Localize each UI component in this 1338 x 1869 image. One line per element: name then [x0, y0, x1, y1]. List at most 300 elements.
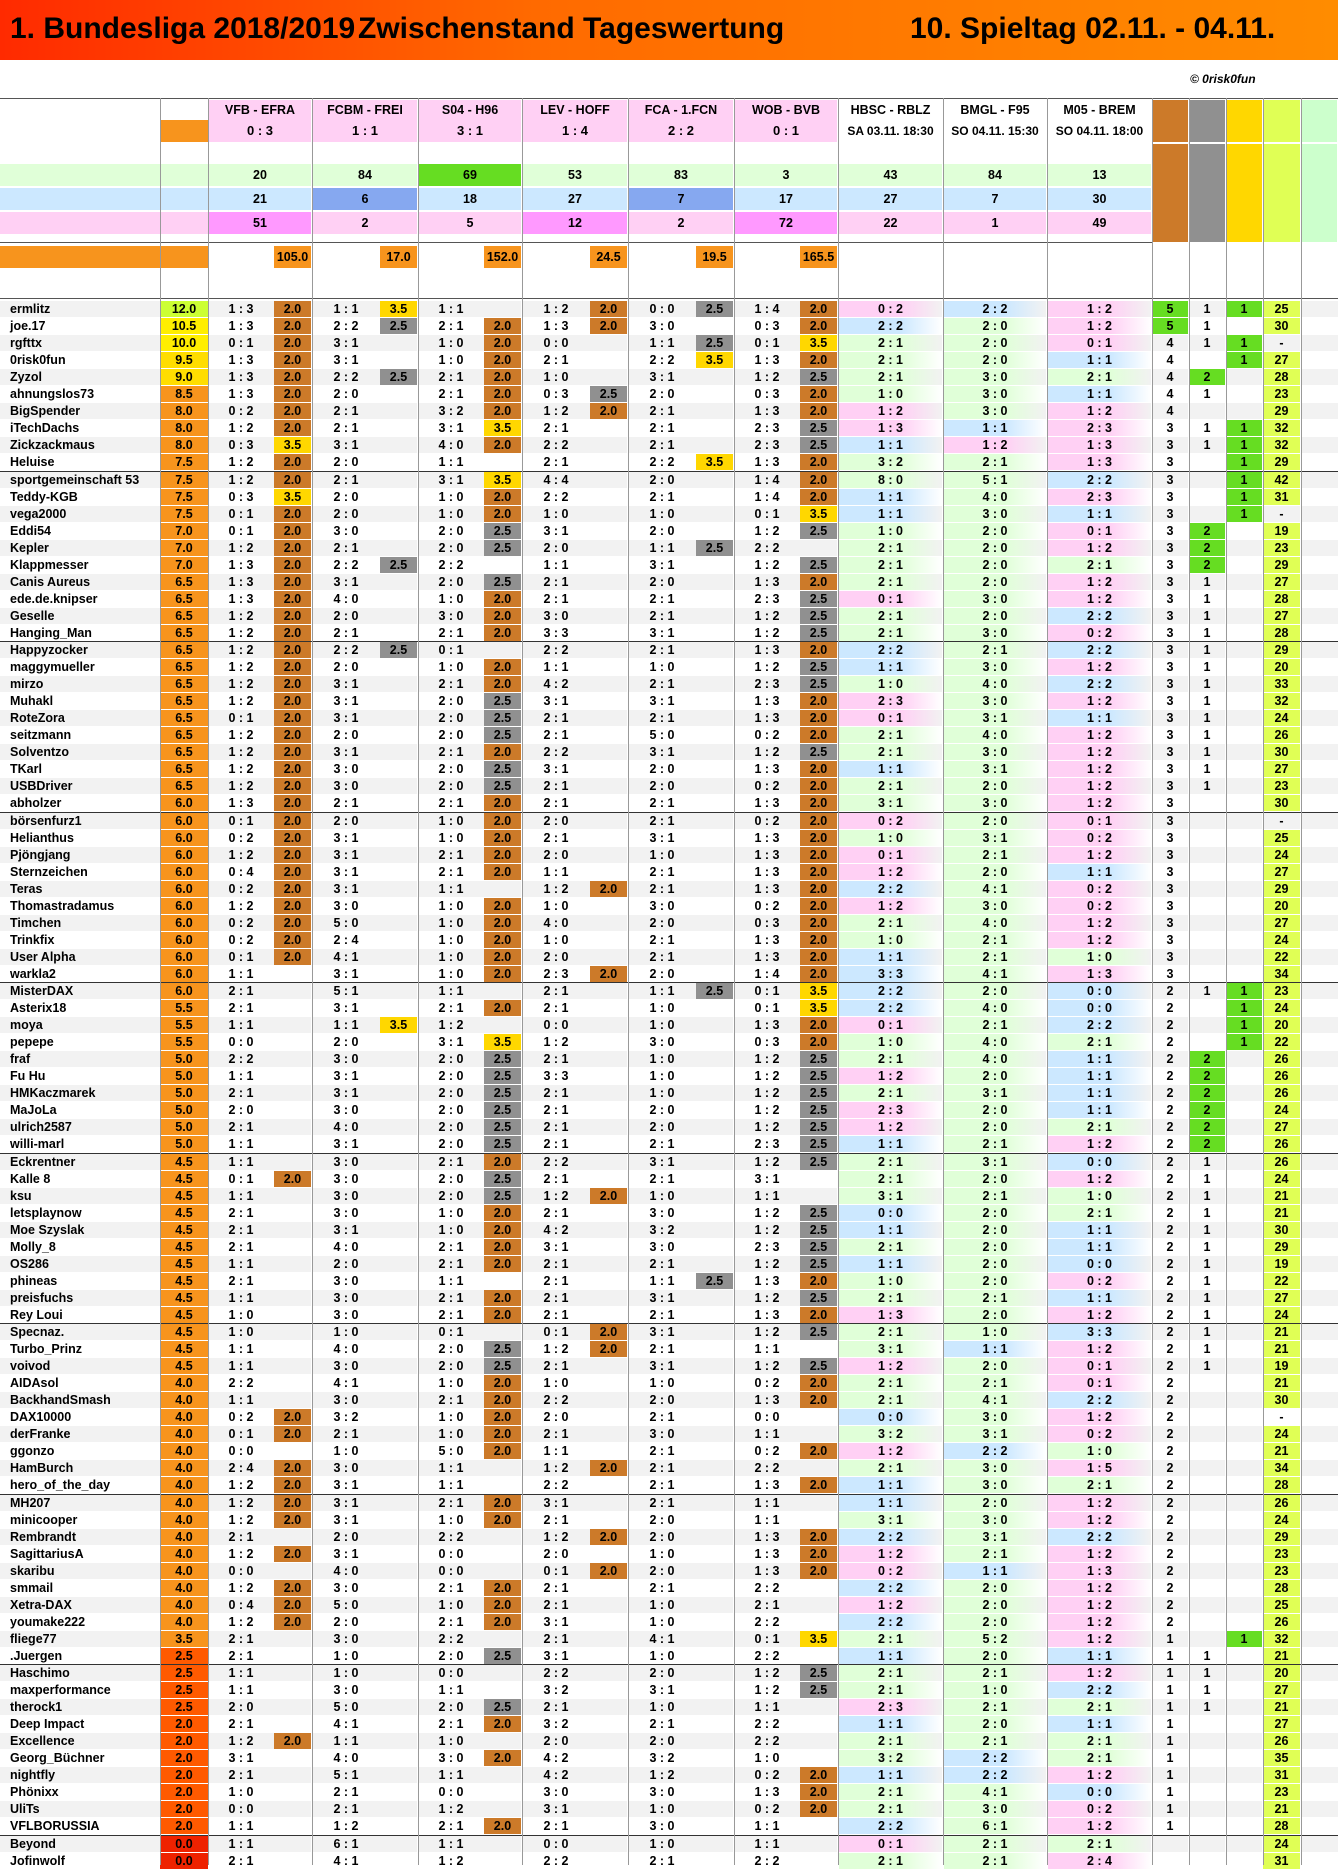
- open-tip-cell: 2 : 2: [839, 1580, 942, 1596]
- tip-cell: 1 : 2: [734, 1119, 800, 1135]
- open-tip-cell: 2 : 4: [1048, 1853, 1151, 1869]
- tr-count: [1226, 898, 1262, 914]
- tip-points: 2.0: [274, 1426, 311, 1442]
- to-count: 2: [1189, 1119, 1225, 1135]
- tip-points: [274, 1290, 311, 1306]
- open-tip-cell: 4 : 0: [944, 1000, 1046, 1016]
- tip-cell: 2 : 1: [522, 1119, 590, 1135]
- tr-count: [1226, 1324, 1262, 1340]
- tr-count: [1226, 795, 1262, 811]
- tw-points: 6.5: [160, 608, 208, 624]
- open-tip-cell: 1 : 2: [1048, 1512, 1151, 1528]
- to-count: [1189, 1495, 1225, 1511]
- open-tip-cell: 2 : 0: [944, 1597, 1046, 1613]
- tip-points: [696, 1818, 733, 1834]
- te-count: 2: [1152, 1239, 1188, 1255]
- tip-cell: 1 : 0: [628, 1801, 696, 1817]
- open-tip-cell: 4 : 0: [944, 727, 1046, 743]
- tip-points: [484, 1733, 521, 1749]
- tip-cell: 2 : 1: [522, 795, 590, 811]
- tip-cell: 3 : 0: [312, 1154, 380, 1170]
- tip-cell: 1 : 0: [734, 1750, 800, 1766]
- ts-cell: [1301, 1068, 1338, 1084]
- tip-points: 2.5: [800, 608, 837, 624]
- tip-points: 2.0: [800, 403, 837, 419]
- tip-cell: 2 : 0: [312, 813, 380, 829]
- tip-cell: 2 : 0: [418, 540, 484, 556]
- tip-points: [696, 1051, 733, 1067]
- game-points-0: 105.0: [274, 246, 311, 268]
- open-tip-cell: 2 : 1: [839, 1784, 942, 1800]
- tip-cell: 2 : 0: [628, 778, 696, 794]
- open-tip-cell: 1 : 1: [839, 1495, 942, 1511]
- te-sum: [1152, 246, 1188, 268]
- tip-points: [696, 1307, 733, 1323]
- tip-points: [380, 591, 417, 607]
- ts-cell: [1301, 1102, 1338, 1118]
- tip-cell: 3 : 1: [312, 1000, 380, 1016]
- tip-cell: 3 : 1: [628, 369, 696, 385]
- to-count: 1: [1189, 1205, 1225, 1221]
- tip-cell: 3 : 1: [312, 881, 380, 897]
- tr-count: [1226, 1665, 1262, 1681]
- tip-points: 2.5: [484, 1068, 521, 1084]
- tip-points: [590, 1409, 627, 1425]
- tip-points: 2.0: [274, 847, 311, 863]
- open-tip-cell: 2 : 0: [944, 1614, 1046, 1630]
- tip-cell: 1 : 2: [734, 1358, 800, 1374]
- tip-cell: 1 : 1: [628, 1273, 696, 1289]
- ts-cell: [1301, 608, 1338, 624]
- tr-count: [1226, 318, 1262, 334]
- open-tip-cell: 0 : 1: [839, 591, 942, 607]
- open-tip-cell: 1 : 3: [1048, 1563, 1151, 1579]
- tip-points: [590, 1750, 627, 1766]
- te-count: 3: [1152, 420, 1188, 436]
- tw-points: 6.5: [160, 693, 208, 709]
- open-tip-cell: 2 : 1: [839, 540, 942, 556]
- tip-points: 2.0: [274, 1460, 311, 1476]
- tip-cell: 1 : 2: [734, 625, 800, 641]
- to-sum: [1189, 246, 1225, 268]
- open-tip-cell: 1 : 1: [1048, 1085, 1151, 1101]
- open-tip-cell: 2 : 0: [944, 1358, 1046, 1374]
- open-tip-cell: 1 : 1: [839, 761, 942, 777]
- tr-count: [1226, 1409, 1262, 1425]
- tip-cell: 3 : 0: [312, 1682, 380, 1698]
- zp-goals: 27: [1263, 352, 1300, 368]
- tip-points: 2.0: [590, 318, 627, 334]
- tip-points: 2.0: [274, 301, 311, 317]
- to-count: [1189, 1512, 1225, 1528]
- tip-points: [380, 1000, 417, 1016]
- tip-cell: 3 : 0: [628, 1818, 696, 1834]
- open-tip-cell: 1 : 1: [839, 489, 942, 505]
- tip-points: 2.0: [800, 1443, 837, 1459]
- tip-points: [484, 1784, 521, 1800]
- zp-goals: 24: [1263, 1000, 1300, 1016]
- open-tip-cell: 2 : 3: [1048, 489, 1151, 505]
- to-count: [1189, 1460, 1225, 1476]
- tip-cell: 1 : 2: [628, 1767, 696, 1783]
- to-count: [1189, 1597, 1225, 1613]
- tip-points: 2.0: [484, 1000, 521, 1016]
- tip-cell: 2 : 2: [312, 369, 380, 385]
- player-name: Jofinwolf: [0, 1853, 160, 1869]
- tip-points: [380, 1767, 417, 1783]
- te-count: 2: [1152, 1341, 1188, 1357]
- te-count: 3: [1152, 676, 1188, 692]
- tip-cell: 1 : 0: [628, 847, 696, 863]
- tip-cell: 2 : 0: [208, 1699, 274, 1715]
- open-tip-cell: 1 : 1: [1048, 1716, 1151, 1732]
- tip-points: 2.0: [484, 1375, 521, 1391]
- tr-count: [1226, 1392, 1262, 1408]
- te-count: 1: [1152, 1801, 1188, 1817]
- open-tip-cell: 1 : 2: [1048, 1631, 1151, 1647]
- tip-points: [696, 710, 733, 726]
- open-tip-cell: 1 : 2: [1048, 1495, 1151, 1511]
- tip-cell: 1 : 2: [208, 778, 274, 794]
- tip-points: 2.0: [484, 1154, 521, 1170]
- tip-cell: 1 : 2: [208, 642, 274, 658]
- ts-cell: [1301, 1205, 1338, 1221]
- open-tip-cell: 3 : 1: [944, 1085, 1046, 1101]
- tip-cell: 2 : 3: [734, 1239, 800, 1255]
- tip-cell: 5 : 0: [628, 727, 696, 743]
- player-name: maxperformance: [0, 1682, 160, 1698]
- tip-points: [590, 864, 627, 880]
- open-tip-cell: 0 : 1: [1048, 1358, 1151, 1374]
- ts-cell: [1301, 1818, 1338, 1834]
- tip-points: 2.5: [696, 335, 733, 351]
- tip-cell: 2 : 1: [522, 1205, 590, 1221]
- tip-points: [590, 437, 627, 453]
- tip-cell: 1 : 2: [208, 1495, 274, 1511]
- tip-points: 2.0: [484, 335, 521, 351]
- tip-cell: 1 : 2: [208, 454, 274, 470]
- tip-cell: 2 : 2: [734, 1716, 800, 1732]
- tip-cell: 1 : 1: [734, 1426, 800, 1442]
- open-tip-cell: 3 : 1: [839, 1188, 942, 1204]
- tw-points: 9.0: [160, 369, 208, 385]
- tip-cell: 3 : 0: [628, 1784, 696, 1800]
- tip-points: 2.0: [800, 1307, 837, 1323]
- open-tip-cell: 2 : 1: [839, 1154, 942, 1170]
- to-count: 1: [1189, 1358, 1225, 1374]
- tip-points: [696, 847, 733, 863]
- player-name: Asterix18: [0, 1000, 160, 1016]
- tip-cell: 1 : 0: [522, 1375, 590, 1391]
- tip-points: 2.0: [484, 1614, 521, 1630]
- tip-points: [380, 1307, 417, 1323]
- tip-points: 2.0: [800, 1767, 837, 1783]
- to-count: [1189, 489, 1225, 505]
- tr-sum: [1226, 246, 1262, 268]
- ts-cell: [1301, 1801, 1338, 1817]
- zp-goals: 19: [1263, 1256, 1300, 1272]
- tr-count: [1226, 761, 1262, 777]
- tr-count: [1226, 1051, 1262, 1067]
- tr-count: [1226, 813, 1262, 829]
- tip-points: [380, 1682, 417, 1698]
- tip-cell: 2 : 1: [522, 1307, 590, 1323]
- open-tip-cell: 1 : 1: [1048, 1290, 1151, 1306]
- tip-points: [696, 744, 733, 760]
- tip-points: 2.0: [274, 727, 311, 743]
- tip-cell: 1 : 4: [734, 489, 800, 505]
- tip-cell: 2 : 1: [522, 591, 590, 607]
- unentschieden-count-2: 18: [419, 188, 521, 210]
- te-count: 3: [1152, 778, 1188, 794]
- grid-line: [1263, 98, 1264, 1865]
- tip-points: [380, 727, 417, 743]
- tip-cell: 4 : 0: [312, 1119, 380, 1135]
- tw-points: 2.5: [160, 1699, 208, 1715]
- tip-points: [484, 1273, 521, 1289]
- ts-cell: [1301, 1614, 1338, 1630]
- zp-label: [1264, 144, 1300, 242]
- tip-points: [590, 642, 627, 658]
- open-tip-cell: 2 : 0: [944, 540, 1046, 556]
- tip-cell: 2 : 1: [522, 1597, 590, 1613]
- zp-goals: 20: [1263, 1665, 1300, 1681]
- tip-cell: 1 : 3: [734, 932, 800, 948]
- tip-cell: 2 : 2: [522, 437, 590, 453]
- tip-cell: 1 : 1: [418, 1767, 484, 1783]
- tip-cell: 3 : 1: [418, 420, 484, 436]
- tip-cell: 2 : 1: [522, 983, 590, 999]
- open-tip-cell: 2 : 0: [944, 557, 1046, 573]
- te-count: [1152, 1853, 1188, 1869]
- te-count: 2: [1152, 1477, 1188, 1493]
- to-count: 1: [1189, 1273, 1225, 1289]
- tip-points: [800, 1836, 837, 1852]
- tip-points: 2.0: [274, 915, 311, 931]
- to-count: [1189, 1733, 1225, 1749]
- to-count: [1189, 898, 1225, 914]
- tip-cell: 3 : 0: [628, 1239, 696, 1255]
- open-tip-cell: 2 : 0: [944, 523, 1046, 539]
- tip-cell: 2 : 1: [522, 1102, 590, 1118]
- tip-cell: 1 : 2: [734, 659, 800, 675]
- tip-points: 3.5: [380, 301, 417, 317]
- open-tip-cell: 2 : 0: [944, 1102, 1046, 1118]
- tip-points: 3.5: [380, 1017, 417, 1033]
- zp-goals: 21: [1263, 1324, 1300, 1340]
- tip-cell: 2 : 1: [522, 1136, 590, 1152]
- heimsieg-count-6: 43: [839, 164, 942, 186]
- ts-cell: [1301, 1529, 1338, 1545]
- tip-cell: 2 : 0: [418, 1171, 484, 1187]
- open-tip-cell: 2 : 1: [944, 1699, 1046, 1715]
- te-count: 2: [1152, 1034, 1188, 1050]
- tip-cell: 1 : 3: [522, 318, 590, 334]
- to-count: 1: [1189, 301, 1225, 317]
- tip-points: 2.0: [484, 1426, 521, 1442]
- to-count: [1189, 949, 1225, 965]
- game-result-8: SO 04.11. 18:00: [1048, 120, 1151, 142]
- tr-count: [1226, 1460, 1262, 1476]
- tip-cell: 1 : 3: [208, 591, 274, 607]
- tr-count: [1226, 1119, 1262, 1135]
- tip-cell: 1 : 1: [418, 1460, 484, 1476]
- zp-goals: 30: [1263, 795, 1300, 811]
- tip-points: 2.0: [590, 1188, 627, 1204]
- te-count: 2: [1152, 1375, 1188, 1391]
- player-name: BackhandSmash: [0, 1392, 160, 1408]
- tip-points: [696, 1324, 733, 1340]
- tip-points: 2.0: [800, 386, 837, 402]
- zp-goals: 27: [1263, 1290, 1300, 1306]
- open-tip-cell: 1 : 1: [944, 1341, 1046, 1357]
- tip-points: [380, 778, 417, 794]
- open-tip-cell: 3 : 0: [944, 898, 1046, 914]
- tip-points: [484, 1017, 521, 1033]
- tip-cell: 0 : 3: [522, 386, 590, 402]
- tip-points: [800, 1460, 837, 1476]
- ts-cell: [1301, 898, 1338, 914]
- tr-count: [1226, 1256, 1262, 1272]
- tip-cell: 2 : 1: [734, 1597, 800, 1613]
- zp-goals: 42: [1263, 472, 1300, 488]
- tip-cell: 3 : 0: [312, 761, 380, 777]
- tip-cell: 2 : 2: [734, 1580, 800, 1596]
- open-tip-cell: 1 : 2: [839, 403, 942, 419]
- te-count: 2: [1152, 1222, 1188, 1238]
- tip-cell: 4 : 4: [522, 472, 590, 488]
- tip-points: 2.5: [484, 1102, 521, 1118]
- tip-cell: 1 : 2: [522, 881, 590, 897]
- tip-points: 2.0: [484, 795, 521, 811]
- tw-points: 7.5: [160, 489, 208, 505]
- tip-cell: 2 : 1: [522, 830, 590, 846]
- heimsieg-count-1: 84: [313, 164, 417, 186]
- tip-points: 2.0: [274, 932, 311, 948]
- tip-points: [380, 1699, 417, 1715]
- tip-points: [590, 1818, 627, 1834]
- player-name: Timchen: [0, 915, 160, 931]
- tip-cell: 2 : 0: [312, 1256, 380, 1272]
- open-tip-cell: 0 : 1: [839, 710, 942, 726]
- tip-points: [590, 1648, 627, 1664]
- ts-cell: [1301, 881, 1338, 897]
- open-tip-cell: 2 : 2: [839, 318, 942, 334]
- tip-points: [380, 864, 417, 880]
- tip-cell: 1 : 2: [208, 1512, 274, 1528]
- tw-points: 2.5: [160, 1665, 208, 1681]
- open-tip-cell: 2 : 2: [944, 1767, 1046, 1783]
- tip-points: 2.0: [800, 1801, 837, 1817]
- tip-points: [696, 1068, 733, 1084]
- open-tip-cell: 1 : 1: [1048, 1068, 1151, 1084]
- tip-points: [590, 557, 627, 573]
- tip-points: 2.0: [274, 761, 311, 777]
- tip-cell: 3 : 0: [628, 1205, 696, 1221]
- tip-cell: 2 : 0: [628, 1512, 696, 1528]
- tip-points: [590, 693, 627, 709]
- open-tip-cell: 4 : 0: [944, 1034, 1046, 1050]
- tip-cell: 1 : 3: [734, 1273, 800, 1289]
- tip-points: 2.0: [484, 489, 521, 505]
- ts-cell: [1301, 1188, 1338, 1204]
- tr-count: [1226, 915, 1262, 931]
- tip-cell: 2 : 0: [522, 1733, 590, 1749]
- tip-points: [696, 1767, 733, 1783]
- player-name: VFLBORUSSIA: [0, 1818, 160, 1834]
- tip-cell: 2 : 0: [628, 1563, 696, 1579]
- open-tip-cell: 3 : 0: [944, 1460, 1046, 1476]
- tip-points: 2.0: [800, 472, 837, 488]
- tip-points: [800, 1512, 837, 1528]
- tip-points: [484, 1801, 521, 1817]
- tip-points: 2.5: [484, 523, 521, 539]
- open-tip-cell: 2 : 2: [839, 1529, 942, 1545]
- tip-points: [380, 813, 417, 829]
- open-tip-cell: 8 : 0: [839, 472, 942, 488]
- open-tip-cell: 1 : 0: [839, 386, 942, 402]
- te-count: 3: [1152, 761, 1188, 777]
- tr-count: 1: [1226, 506, 1262, 522]
- te-count: 1: [1152, 1699, 1188, 1715]
- tip-points: [696, 864, 733, 880]
- tip-cell: 2 : 2: [208, 1051, 274, 1067]
- tw-points: 4.0: [160, 1546, 208, 1562]
- tip-points: 2.0: [800, 1375, 837, 1391]
- grid-line: [1189, 98, 1190, 1865]
- tip-cell: 1 : 2: [208, 608, 274, 624]
- tip-cell: 2 : 1: [522, 727, 590, 743]
- tip-points: [696, 1716, 733, 1732]
- te-count: 3: [1152, 557, 1188, 573]
- player-name: UliTs: [0, 1801, 160, 1817]
- tr-count: 1: [1226, 1631, 1262, 1647]
- to-count: 1: [1189, 608, 1225, 624]
- tip-cell: 3 : 0: [312, 1273, 380, 1289]
- tip-points: [696, 625, 733, 641]
- tip-cell: 0 : 0: [208, 1801, 274, 1817]
- te-count: 2: [1152, 1409, 1188, 1425]
- tr-count: [1226, 693, 1262, 709]
- tip-cell: 4 : 0: [522, 915, 590, 931]
- grid-line: [838, 98, 839, 1865]
- open-tip-cell: 2 : 1: [1048, 1733, 1151, 1749]
- tip-cell: 1 : 2: [208, 761, 274, 777]
- tip-cell: 1 : 2: [734, 1222, 800, 1238]
- tip-points: [274, 1205, 311, 1221]
- tip-cell: 0 : 1: [418, 642, 484, 658]
- tip-points: [590, 1495, 627, 1511]
- zp-goals: 23: [1263, 1563, 1300, 1579]
- tip-cell: 1 : 0: [418, 1409, 484, 1425]
- ts-cell: [1301, 1580, 1338, 1596]
- tw-points: 6.5: [160, 642, 208, 658]
- open-tip-cell: 2 : 1: [839, 557, 942, 573]
- tip-cell: 2 : 1: [208, 1853, 274, 1869]
- tip-cell: 2 : 1: [628, 932, 696, 948]
- tip-cell: 2 : 0: [418, 1051, 484, 1067]
- tip-cell: 2 : 1: [418, 1614, 484, 1630]
- tip-cell: 2 : 2: [522, 489, 590, 505]
- tw-points: 4.5: [160, 1307, 208, 1323]
- tip-points: 2.0: [800, 1529, 837, 1545]
- open-tip-cell: 1 : 0: [944, 1324, 1046, 1340]
- ts-cell: [1301, 1784, 1338, 1800]
- tip-cell: 2 : 0: [312, 489, 380, 505]
- to-count: [1189, 1631, 1225, 1647]
- tip-points: [800, 1733, 837, 1749]
- tip-points: [380, 847, 417, 863]
